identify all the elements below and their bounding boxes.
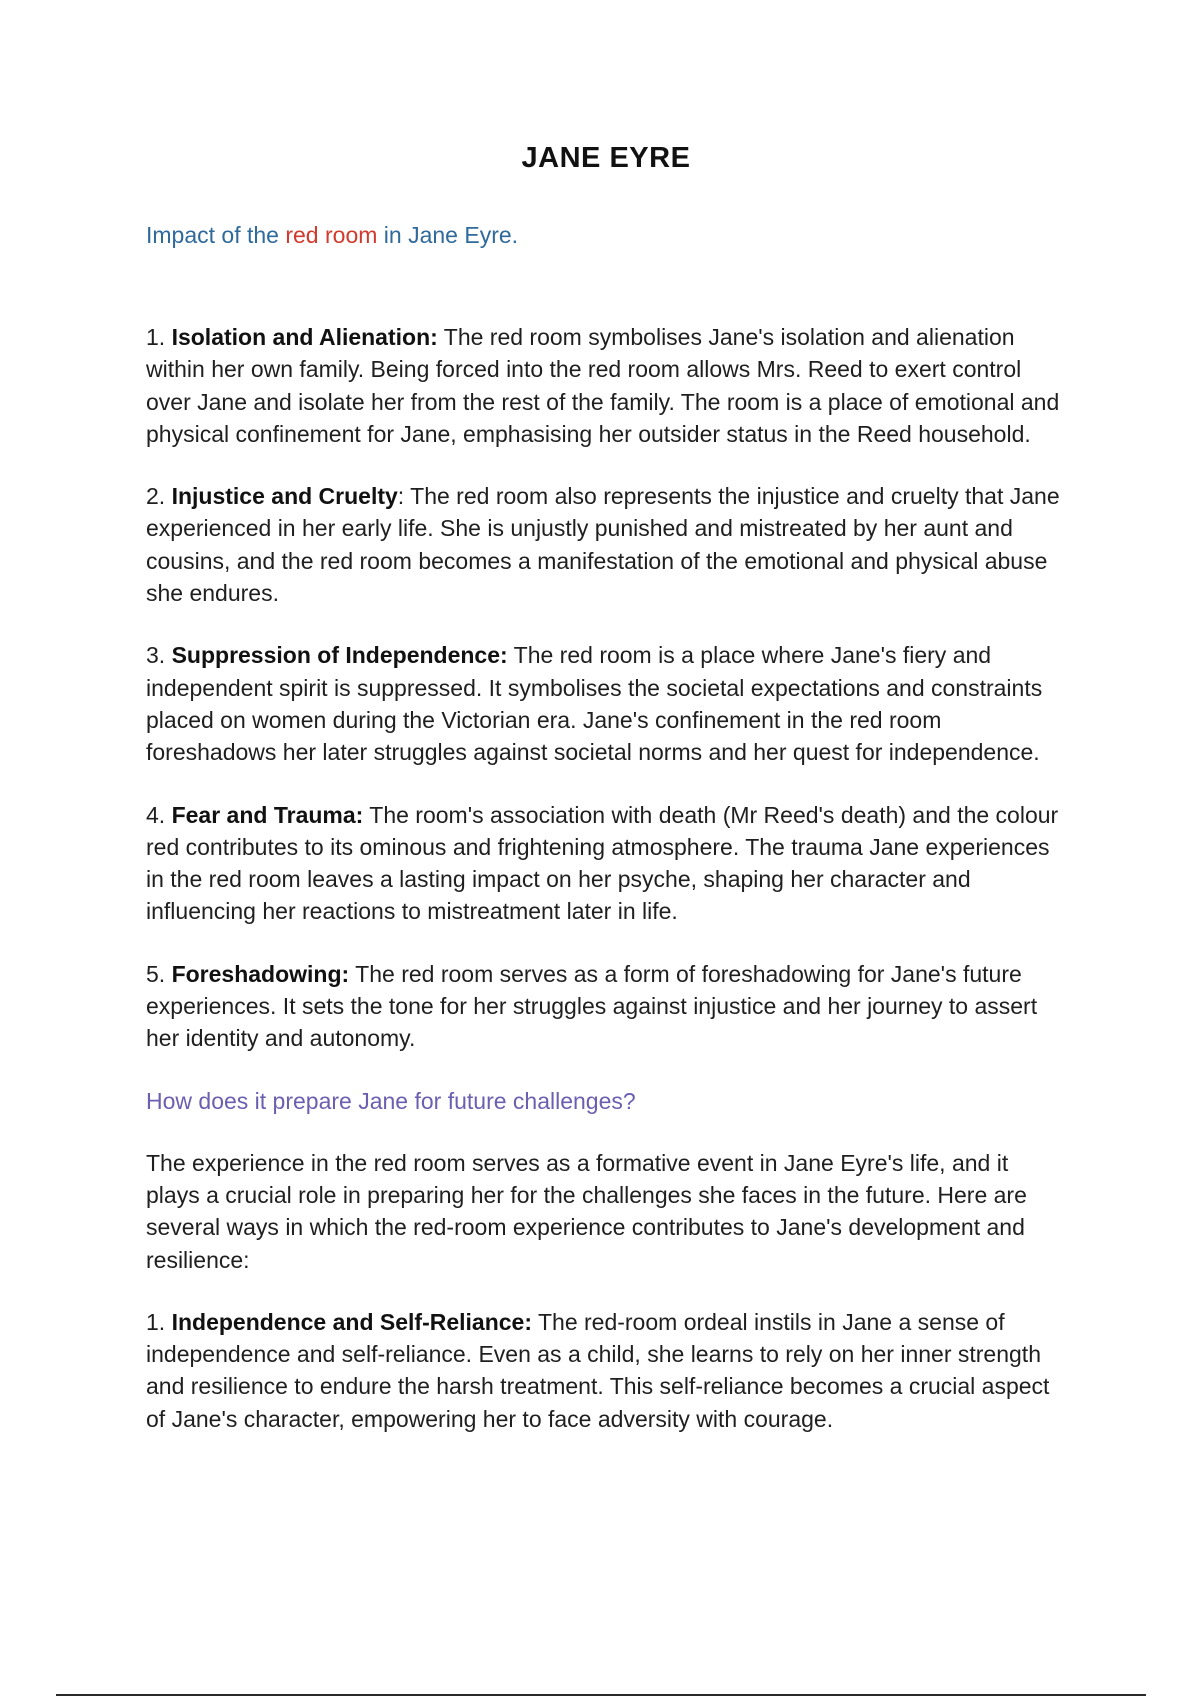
- impact-heading: Foreshadowing:: [171, 960, 350, 987]
- impact-number: 4.: [146, 801, 172, 828]
- subtitle-text-start: Impact of the: [146, 222, 286, 248]
- impact-number: 1.: [146, 324, 172, 350]
- impact-number: 2.: [146, 483, 172, 510]
- impact-heading: Isolation and Alienation:: [171, 324, 438, 350]
- document-title: JANE EYRE: [521, 142, 691, 174]
- impact-heading: Fear and Trauma:: [171, 801, 364, 828]
- question-heading: How does it prepare Jane for future challenges?: [146, 1087, 636, 1114]
- impact-paragraph-5: [146, 958, 1066, 1055]
- impact-number: 5.: [146, 960, 172, 987]
- impact-paragraph-3: [146, 639, 1066, 768]
- impact-heading: Suppression of Independence:: [171, 642, 508, 669]
- impact-text: The red room symbolises Jane's isolation and alienation within her own family. Being forced into the red room allows Mrs. Reed to exert control over Jane and isolate her from the rest of the family. The room is a place of emotional and physical confinement for Jane, emphasising her outsider status in the Reed household.: [146, 324, 1060, 447]
- impact-number: 3.: [146, 642, 172, 669]
- impact-heading: Injustice and Cruelty: [171, 483, 398, 510]
- impact-paragraph-4: [146, 799, 1066, 928]
- subtitle-red-room: red room: [285, 222, 378, 248]
- impact-paragraph-1: [146, 321, 1066, 450]
- impact-paragraph-2: [146, 480, 1066, 609]
- impact-text: The red room serves as a form of foreshadowing for Jane's future experiences. It sets the tone for her struggles against injustice and her journey to assert her identity and autonomy.: [146, 960, 1038, 1052]
- intro-paragraph: The experience in the red room serves as a formative event in Jane Eyre's life, and it plays a crucial role in preparing her for the challenges she faces in the future. Here are several ways in which the red-room experience contributes to Jane's development and resilience:: [146, 1149, 1027, 1273]
- page-bottom-rule: [56, 1694, 1146, 1696]
- subtitle-text-end: in Jane Eyre.: [377, 222, 519, 248]
- document-content: [146, 142, 1066, 1465]
- preparation-number: 1.: [146, 1308, 172, 1335]
- preparation-heading: Independence and Self-Reliance:: [171, 1308, 532, 1335]
- impact-text: The red room is a place where Jane's fiery and independent spirit is suppressed. It symbolises the societal expectations and constraints placed on women during the Victorian era. Jane's confinement in the red room foreshadows her later struggles against societal norms and her quest for independence.: [146, 642, 1043, 766]
- impact-text: The room's association with death (Mr Reed's death) and the colour red contributes to its ominous and frightening atmosphere. The trauma Jane experiences in the red room leaves a lasting impact on her psyche, shaping her character and influencing her reactions to mistreatment later in life.: [146, 801, 1059, 925]
- preparation-text: The red-room ordeal instils in Jane a sense of independence and self-reliance. Even as a child, she learns to rely on her inner strength and resilience to endure the harsh treatment. This self-reliance becomes a crucial aspect of Jane's character, empowering her to face adversity with courage.: [146, 1308, 1050, 1432]
- preparation-paragraph-1: [146, 1306, 1066, 1435]
- impact-text: : The red room also represents the injustice and cruelty that Jane experienced in her early life. She is unjustly punished and mistreated by her aunt and cousins, and the red room becomes a manifestation of the emotional and physical abuse she endures.: [146, 483, 1060, 607]
- section-subtitle: [146, 219, 1066, 251]
